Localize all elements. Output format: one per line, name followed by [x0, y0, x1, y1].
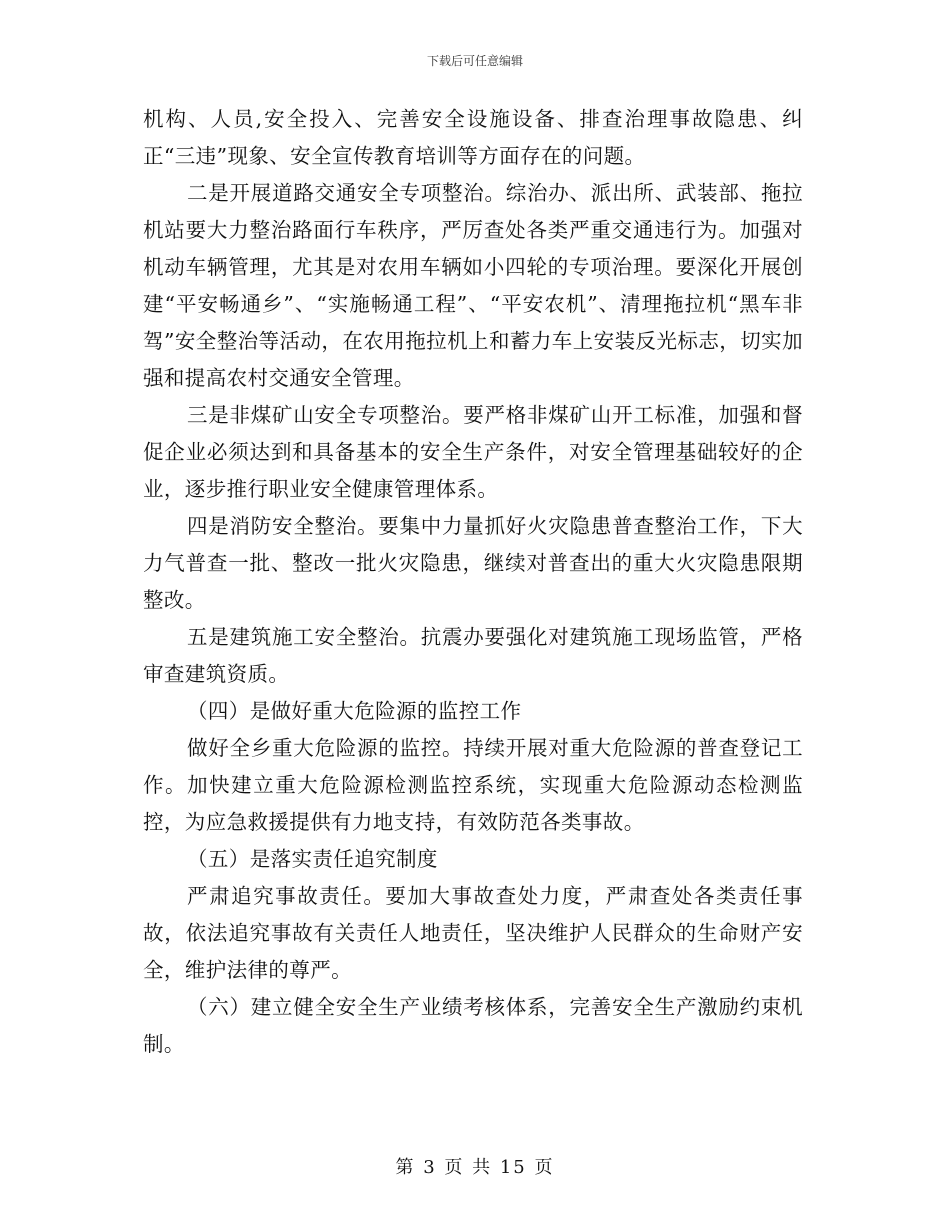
- document-body: [143, 101, 803, 1063]
- page-header: 下载后可任意编辑: [426, 54, 523, 68]
- paragraph: 严肃追究事故责任。要加大事故查处力度，严肃查处各类责任事故，依法追究事故有关责任人地责任，坚决维护人民群众的生命财产安全，维护法律的尊严。: [143, 884, 803, 982]
- section-heading: （五）是落实责任追究制度: [187, 847, 438, 871]
- page-number: 第 3 页 共 15 页: [395, 1157, 555, 1178]
- paragraph: 二是开展道路交通安全专项整治。综治办、派出所、武装部、拖拉机站要大力整治路面行车秩序，严厉查处各类严重交通违行为。加强对机动车辆管理，尤其是对农用车辆如小四轮的专项治理。要深化开展创建“平安畅通乡”、“实施畅通工程”、“平安农机”、清理拖拉机“黑车非驾”安全整治等活动，在农用拖拉机上和蓄力车上安装反光标志，切实加强和提高农村交通安全管理。: [143, 181, 803, 390]
- paragraph: 机构、人员,安全投入、完善安全设施设备、排查治理事故隐患、纠正“三违”现象、安全宣传教育培训等方面存在的问题。: [143, 107, 803, 168]
- paragraph: 三是非煤矿山安全专项整治。要严格非煤矿山开工标准，加强和督促企业必须达到和具备基本的安全生产条件，对安全管理基础较好的企业，逐步推行职业安全健康管理体系。: [143, 403, 803, 501]
- paragraph: 四是消防安全整治。要集中力量抓好火灾隐患普查整治工作，下大力气普查一批、整改一批火灾隐患，继续对普查出的重大火灾隐患限期整改。: [143, 514, 803, 612]
- section-heading: （六）建立健全安全生产业绩考核体系，完善安全生产激励约束机制。: [143, 995, 803, 1056]
- paragraph: 五是建筑施工安全整治。抗震办要强化对建筑施工现场监管，严格审查建筑资质。: [143, 625, 803, 686]
- section-heading: （四）是做好重大危险源的监控工作: [187, 699, 522, 723]
- paragraph: 做好全乡重大危险源的监控。持续开展对重大危险源的普查登记工作。加快建立重大危险源检测监控系统，实现重大危险源动态检测监控，为应急救援提供有力地支持，有效防范各类事故。: [143, 736, 803, 834]
